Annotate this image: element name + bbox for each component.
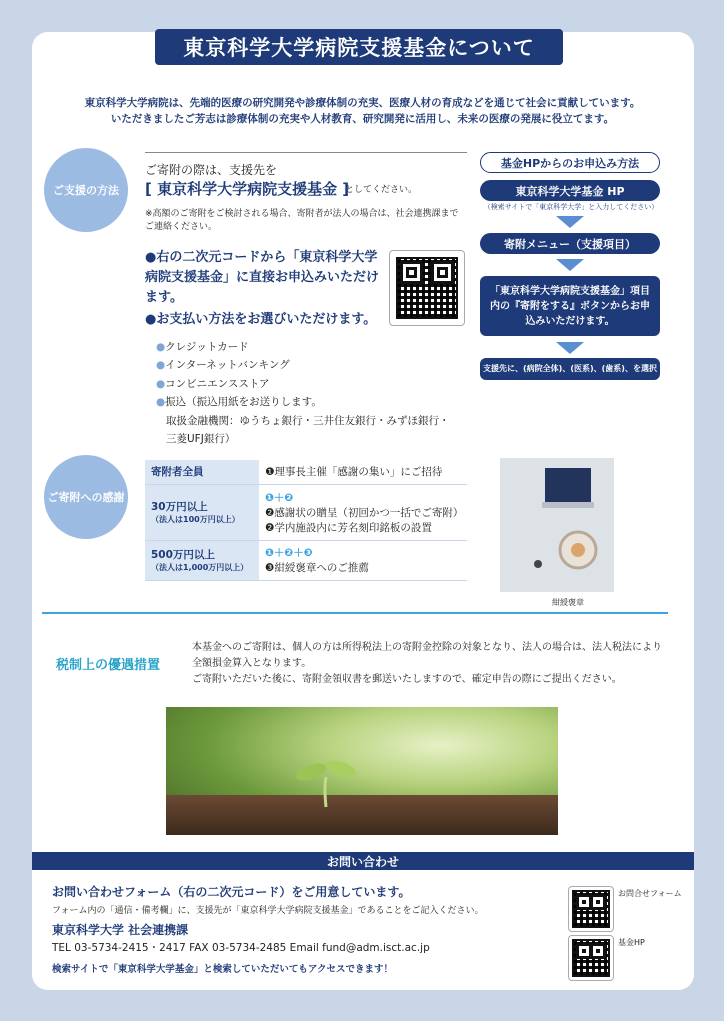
qr-contact-form[interactable] [568, 886, 614, 932]
qr-code-icon[interactable] [572, 890, 610, 928]
thanks-table [145, 460, 467, 581]
flow-step-3: 「東京科学大学病院支援基金」項目内の『寄附をする』ボタンからお申込みいただけます。 [480, 276, 660, 336]
fund-suffix: としてください。 [345, 185, 418, 195]
contact-headline: お問い合わせフォーム（右の二次元コード）をご用意しています。 [52, 885, 411, 899]
intro-line-2: いただきましたご芳志は診療体制の充実や人材教育、研究開発に活用し、未来の医療の発展に役立てます。 [110, 112, 615, 125]
qr-code-icon[interactable] [572, 939, 610, 977]
flow-step-1[interactable]: 東京科学大学基金 HP [480, 180, 660, 201]
contact-form-note: フォーム内の「通信・備考欄」に、支援先が「東京科学大学病院支援基金」であることをご記入ください。 [52, 906, 484, 916]
page-title: 東京科学大学病院支援基金について [155, 29, 563, 65]
qr-contact-label: お問合せフォーム [618, 889, 682, 898]
tax-text: 本基金へのご寄附は、個人の方は所得税法上の寄附金控除の対象となり、法人の場合は、法人税法により全額損金算入となります。 ご寄附いただいた後に、寄附金領収書を郵送いたしますので、確定申告の際にご提出ください。 [192, 642, 662, 685]
medal-caption: 紺綬褒章 [552, 598, 584, 607]
list-item: ●振込（振込用紙をお送りします。 [156, 396, 322, 409]
tax-label: 税制上の優遇措置 [56, 657, 161, 673]
medal-image [500, 458, 614, 592]
flow-step-2[interactable]: 寄附メニュー（支援項目） [480, 233, 660, 254]
arrow-down-icon [556, 259, 584, 271]
bank-list: 取扱金融機関：ゆうちょ銀行・三井住友銀行・みずほ銀行・三菱UFJ銀行） [166, 414, 450, 445]
payment-instruction: ●お支払い方法をお選びいただけます。 [145, 312, 377, 327]
support-note: ※高額のご寄附をご検討される場合、寄附者が法人の場合は、社会連携課までご連絡ください。 [145, 209, 459, 233]
list-item: ●コンビニエンスストア [156, 377, 270, 390]
qr-frame[interactable] [389, 250, 465, 326]
divider [145, 152, 467, 153]
flow-step-4: 支援先に、(病院全体)、(医系)、(歯系)、を選択 [480, 358, 660, 380]
intro-text [60, 96, 665, 128]
list-item: ●インターネットバンキング [156, 359, 290, 372]
qr-code-icon[interactable] [396, 257, 458, 319]
arrow-down-icon [556, 342, 584, 354]
fund-name: [ 東京科学大学病院支援基金 ] [145, 180, 350, 198]
table-row: 500万円以上 （法人は1,000万円以上） ❶＋❷＋❸ ❸紺綬褒章へのご推薦 [145, 540, 467, 580]
support-line1: ご寄附の際は、支援先を [145, 163, 278, 177]
flow-header: 基金HPからのお申込み方法 [480, 152, 660, 173]
table-row: 寄附者全員 ❶理事長主催「感謝の集い」にご招待 [145, 460, 467, 484]
list-item: ●クレジットカード [156, 341, 249, 353]
qr-instruction: ●右の二次元コードから「東京科学大学病院支援基金」に直接お申込みいただけます。 [145, 250, 380, 306]
qr-fund-label: 基金HP [618, 938, 645, 947]
divider [42, 612, 668, 614]
thanks-circle: ご寄附への感謝 [44, 455, 128, 539]
contact-tel: TEL 03-5734-2415・2417 FAX 03-5734-2485 Email fund@adm.isct.ac.jp [52, 942, 430, 954]
seedling-icon [166, 707, 558, 835]
contact-header: お問い合わせ [32, 852, 694, 870]
payment-methods [156, 338, 456, 448]
table-row: 30万円以上 （法人は100万円以上） ❶＋❷ ❷感謝状の贈呈（初回かつ一括でご寄附） ❷学内施設内に芳名刻印銘板の設置 [145, 484, 467, 540]
contact-search: 検索サイトで「東京科学大学基金」と検索していただいてもアクセスできます！ [52, 964, 394, 975]
arrow-down-icon [556, 216, 584, 228]
support-circle: ご支援の方法 [44, 148, 128, 232]
medal-icon [500, 458, 614, 592]
contact-org: 東京科学大学 社会連携課 [52, 923, 189, 937]
intro-line-1: 東京科学大学病院は、先端的医療の研究開発や診療体制の充実、医療人材の育成などを通じて社会に貢献しています。 [84, 97, 641, 109]
seedling-photo [166, 707, 558, 835]
flow-step-1-note: （検索サイトで「東京科学大学」と入力してください） [483, 203, 659, 211]
qr-fund-hp[interactable] [568, 935, 614, 981]
